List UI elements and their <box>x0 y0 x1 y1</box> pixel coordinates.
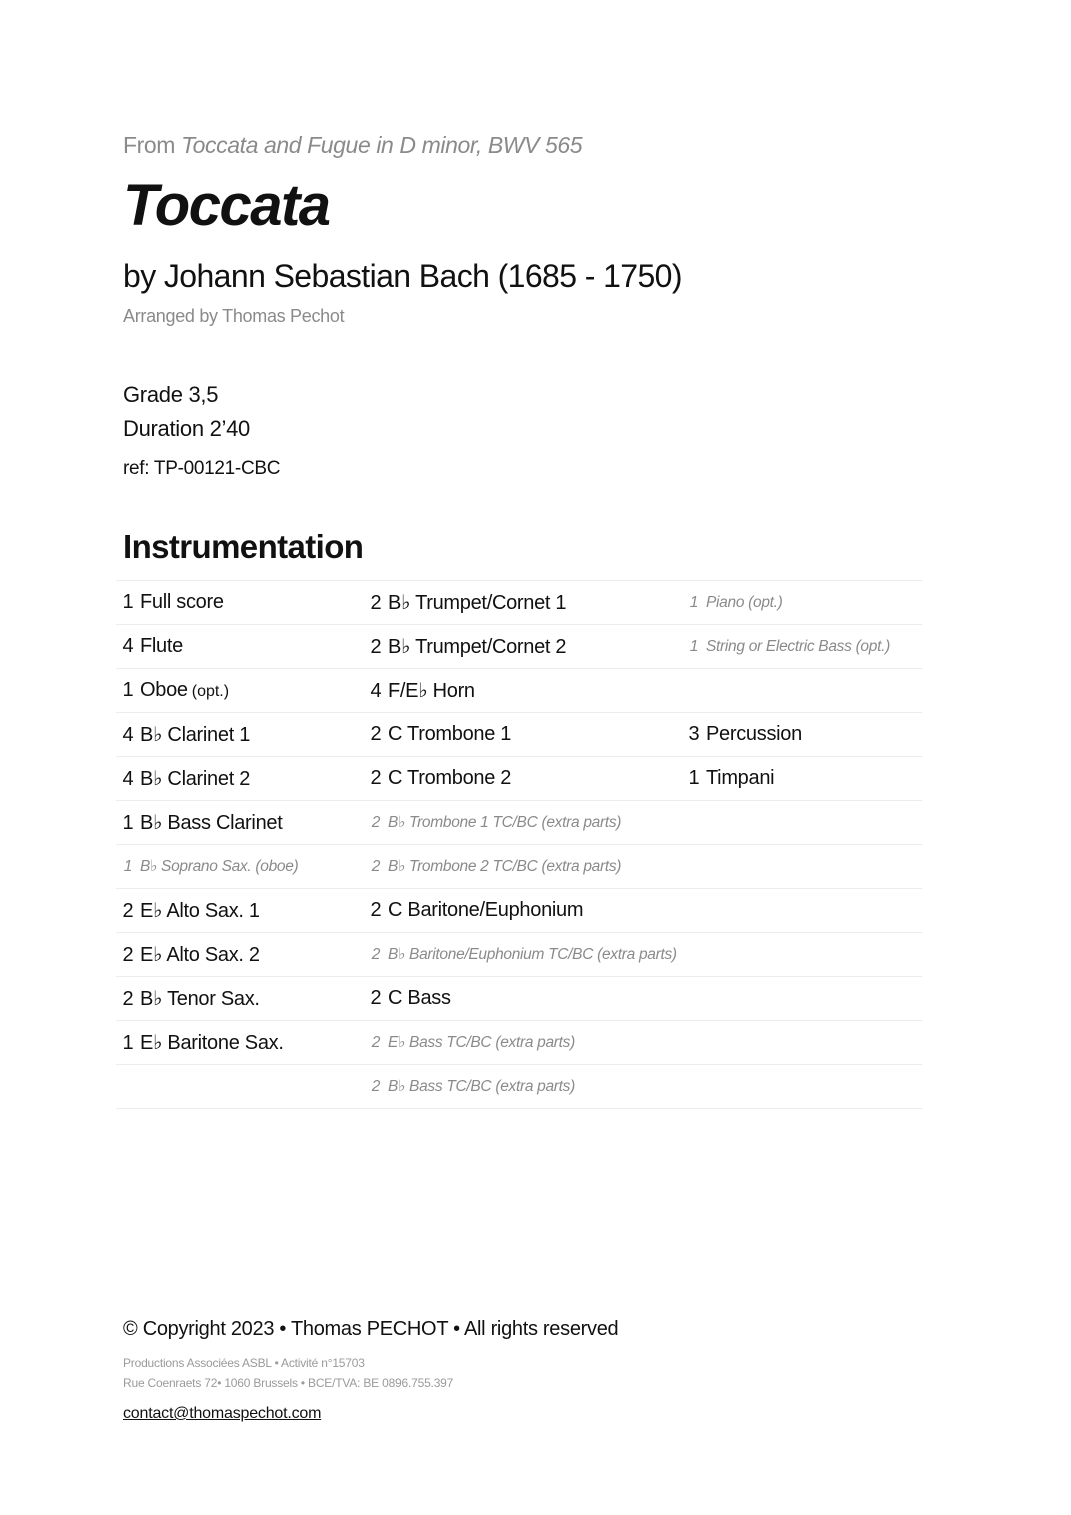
instrument-name: B♭ Trumpet/Cornet 1 <box>388 592 567 614</box>
instrument-name: Percussion <box>706 723 802 745</box>
part-quantity: 2 <box>370 767 382 789</box>
part-quantity: 1 <box>122 591 134 613</box>
instrument-cell <box>116 1030 364 1055</box>
instrument-name: C Trombone 2 <box>388 767 512 789</box>
instrument-name: Oboe <box>140 679 188 701</box>
part-quantity: 1 <box>123 858 133 875</box>
instrument-cell <box>364 678 682 703</box>
source-prefix: From <box>123 132 176 158</box>
instrument-name: B♭ Trombone 1 TC/BC (extra parts) <box>388 814 622 831</box>
instrument-cell <box>364 1077 682 1096</box>
instrument-cell <box>116 766 364 791</box>
part-quantity: 1 <box>689 637 699 655</box>
piece-title: Toccata <box>123 173 330 238</box>
optional-note: (opt.) <box>191 683 230 700</box>
part-quantity: 3 <box>688 723 700 745</box>
table-row <box>116 713 922 757</box>
instrument-cell <box>116 986 364 1011</box>
part-quantity: 2 <box>371 946 381 963</box>
part-quantity: 2 <box>122 900 134 922</box>
part-quantity: 2 <box>122 988 134 1010</box>
instrument-name: E♭ Alto Sax. 1 <box>140 900 260 922</box>
copyright-line: © Copyright 2023 • Thomas PECHOT • All rights reserved <box>123 1318 619 1340</box>
instrument-name: E♭ Baritone Sax. <box>140 1032 284 1054</box>
part-quantity: 1 <box>122 679 134 701</box>
instrument-cell <box>116 591 364 614</box>
instrument-cell <box>364 634 682 659</box>
instrument-name: F/E♭ Horn <box>388 680 475 702</box>
part-quantity: 2 <box>370 723 382 745</box>
instrument-name: Full score <box>140 591 224 613</box>
contact-email-link[interactable]: contact@thomaspechot.com <box>123 1405 322 1422</box>
instrument-name: B♭ Bass Clarinet <box>140 812 283 834</box>
table-row <box>116 801 922 845</box>
instrument-name: Flute <box>140 635 183 657</box>
instrument-name: C Baritone/Euphonium <box>388 899 584 921</box>
reference-code: ref: TP-00121-CBC <box>123 458 281 479</box>
instrument-name: E♭ Alto Sax. 2 <box>140 944 260 966</box>
company-address: Rue Coenraets 72• 1060 Brussels • BCE/TVA: BE 0896.755.397 <box>123 1376 454 1390</box>
instrument-cell <box>364 899 682 922</box>
instrument-name: B♭ Clarinet 2 <box>140 768 251 790</box>
part-quantity: 2 <box>371 1078 381 1095</box>
table-row <box>116 845 922 889</box>
instrument-cell <box>116 679 364 702</box>
part-quantity: 4 <box>370 680 382 702</box>
instrument-cell <box>682 594 922 612</box>
instrumentation-table <box>116 580 922 1109</box>
part-quantity: 4 <box>122 635 134 657</box>
instrument-cell <box>682 723 922 746</box>
table-row <box>116 977 922 1021</box>
instrument-name: Piano (opt.) <box>706 593 783 611</box>
instrument-name: B♭ Soprano Sax. (oboe) <box>140 858 299 875</box>
part-quantity: 2 <box>370 592 382 614</box>
instrument-cell <box>682 638 922 656</box>
instrument-name: C Trombone 1 <box>388 723 512 745</box>
instrument-name: B♭ Clarinet 1 <box>140 724 251 746</box>
table-row <box>116 625 922 669</box>
part-quantity: 1 <box>122 812 134 834</box>
table-row <box>116 933 922 977</box>
part-quantity: 1 <box>688 767 700 789</box>
grade-info: Grade 3,5 <box>123 382 219 407</box>
instrument-name: C Bass <box>388 987 451 1009</box>
table-row <box>116 581 922 625</box>
table-row <box>116 669 922 713</box>
instrument-cell <box>116 810 364 835</box>
instrument-name: B♭ Trumpet/Cornet 2 <box>388 636 567 658</box>
part-quantity: 2 <box>370 899 382 921</box>
table-row <box>116 757 922 801</box>
part-quantity: 1 <box>122 1032 134 1054</box>
part-quantity: 2 <box>370 987 382 1009</box>
part-quantity: 1 <box>689 593 699 611</box>
table-row <box>116 1065 922 1109</box>
part-quantity: 2 <box>122 944 134 966</box>
instrument-cell <box>364 590 682 615</box>
part-quantity: 2 <box>371 1034 381 1051</box>
part-quantity: 4 <box>122 724 134 746</box>
instrument-cell <box>364 945 682 964</box>
part-quantity: 2 <box>371 814 381 831</box>
part-quantity: 2 <box>371 858 381 875</box>
instrument-name: B♭ Tenor Sax. <box>140 988 260 1010</box>
part-quantity: 2 <box>370 636 382 658</box>
instrument-cell <box>116 635 364 658</box>
instrument-cell <box>364 857 682 876</box>
source-work-title: Toccata and Fugue in D minor, BWV 565 <box>181 132 583 158</box>
instrument-name: B♭ Trombone 2 TC/BC (extra parts) <box>388 858 622 875</box>
instrument-cell <box>116 857 364 876</box>
instrument-name: B♭ Baritone/Euphonium TC/BC (extra parts) <box>388 946 677 963</box>
instrument-name: B♭ Bass TC/BC (extra parts) <box>388 1078 575 1095</box>
instrument-cell <box>364 813 682 832</box>
instrument-cell <box>116 722 364 747</box>
company-info: Productions Associées ASBL • Activité n°15703 <box>123 1356 365 1370</box>
instrument-cell <box>364 723 682 746</box>
instrument-name: E♭ Bass TC/BC (extra parts) <box>388 1034 575 1051</box>
instrument-cell <box>116 942 364 967</box>
instrument-cell <box>364 987 682 1010</box>
instrument-cell <box>364 767 682 790</box>
instrument-name: Timpani <box>706 767 775 789</box>
instrument-cell <box>682 767 922 790</box>
instrument-cell <box>116 898 364 923</box>
table-row <box>116 889 922 933</box>
instrument-cell <box>364 1033 682 1052</box>
table-row <box>116 1021 922 1065</box>
part-quantity: 4 <box>122 768 134 790</box>
instrumentation-heading: Instrumentation <box>123 528 364 565</box>
duration-info: Duration 2’40 <box>123 416 250 441</box>
source-work-line <box>123 132 582 159</box>
arranger-line: Arranged by Thomas Pechot <box>123 306 345 326</box>
instrument-name: String or Electric Bass (opt.) <box>706 637 890 655</box>
composer-line: by Johann Sebastian Bach (1685 - 1750) <box>123 258 682 294</box>
